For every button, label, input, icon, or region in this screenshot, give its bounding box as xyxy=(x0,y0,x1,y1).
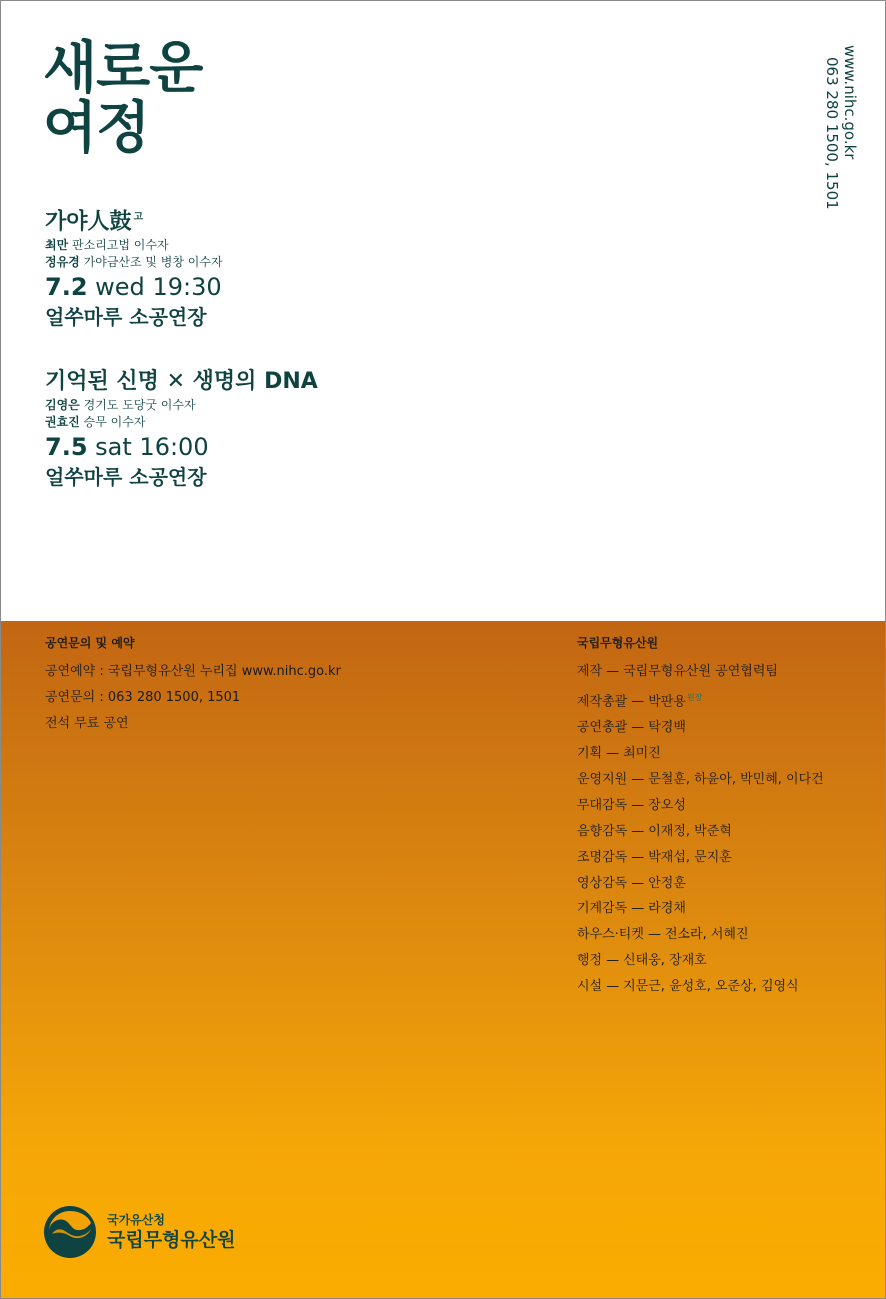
performance-date: 7.2 xyxy=(45,273,88,302)
main-title-line-2: 여정 xyxy=(43,96,150,161)
performer-desc: 승무 이수자 xyxy=(83,415,146,429)
credit-separator: — xyxy=(631,849,645,865)
credit-separator: — xyxy=(631,720,645,736)
performance-1 xyxy=(45,203,223,331)
performance-2 xyxy=(45,367,318,491)
logo xyxy=(43,1205,235,1259)
performance-title-text: 기억된 신명 ✕ 생명의 DNA xyxy=(45,369,318,394)
taeguk-emblem-icon xyxy=(43,1205,97,1259)
performer-line xyxy=(45,414,318,431)
main-title-line-1: 새로운 xyxy=(43,36,203,101)
credit-role: 영상감독 xyxy=(577,875,628,891)
performer-name: 최만 xyxy=(45,238,69,253)
logo-main: 국립무형유산원 xyxy=(107,1229,236,1251)
credit-role: 제작 xyxy=(577,664,603,679)
performer-line xyxy=(45,237,223,254)
credit-names: 박판용 xyxy=(648,694,686,710)
credit-role: 행정 xyxy=(577,953,603,969)
performance-title xyxy=(45,367,318,397)
credit-line xyxy=(577,685,824,715)
performance-time: 19:30 xyxy=(152,273,222,302)
credit-role: 운영지원 xyxy=(577,771,628,787)
credit-role: 무대감독 xyxy=(577,797,628,813)
credit-separator: — xyxy=(606,664,620,679)
credit-line xyxy=(577,715,824,741)
credits xyxy=(577,633,824,1000)
credit-line xyxy=(577,974,824,1000)
logo-sub: 국가유산청 xyxy=(107,1213,165,1227)
credit-names: 라경채 xyxy=(648,901,686,917)
vertical-contact xyxy=(823,45,859,210)
reservation-heading: 공연문의 및 예약 xyxy=(45,636,135,650)
credit-role: 시설 xyxy=(577,979,603,995)
logo-text xyxy=(107,1212,235,1252)
credit-role: 음향감독 xyxy=(577,823,628,839)
reservation-line: 공연예약 : 국립무형유산원 누리집 www.nihc.go.kr xyxy=(45,664,341,679)
performance-venue: 얼쑤마루 소공연장 xyxy=(45,465,207,489)
top-section xyxy=(1,1,885,621)
credit-separator: — xyxy=(647,927,661,943)
credit-separator: — xyxy=(631,694,645,710)
credit-role: 기계감독 xyxy=(577,901,628,917)
bottom-section xyxy=(1,621,885,1298)
credit-line xyxy=(577,659,824,685)
credit-names: 지문근, 윤성호, 오준상, 김영식 xyxy=(623,979,799,995)
performance-date: 7.5 xyxy=(45,433,88,461)
credit-line xyxy=(577,871,824,897)
credit-role: 기획 xyxy=(577,746,603,762)
credit-line xyxy=(577,922,824,948)
performer-line xyxy=(45,254,223,271)
performer-desc: 가야금산조 및 병창 이수자 xyxy=(83,255,223,270)
main-title xyxy=(43,36,203,161)
website-url: www.nihc.go.kr xyxy=(841,45,859,160)
credit-names: 문철훈, 하윤아, 박민혜, 이다건 xyxy=(648,771,824,787)
credit-line xyxy=(577,819,824,845)
reservation-info xyxy=(45,633,341,737)
credit-names: 이재정, 박준혁 xyxy=(648,823,732,839)
credit-names: 탁경백 xyxy=(648,720,686,736)
credit-separator: — xyxy=(631,901,645,917)
credit-separator: — xyxy=(606,953,620,969)
credit-list xyxy=(577,659,824,1000)
credit-separator: — xyxy=(631,823,645,839)
credit-separator: — xyxy=(631,875,645,891)
performance-title xyxy=(45,203,223,237)
credit-line xyxy=(577,845,824,871)
credit-names: 박재섭, 문지훈 xyxy=(648,849,732,865)
credit-line xyxy=(577,741,824,767)
performance-datetime xyxy=(45,433,318,461)
credit-separator: — xyxy=(631,797,645,813)
credits-heading: 국립무형유산원 xyxy=(577,636,659,650)
credit-separator: — xyxy=(606,746,620,762)
credit-role: 공연총괄 xyxy=(577,720,628,736)
credit-role: 조명감독 xyxy=(577,849,628,865)
credit-names: 최미진 xyxy=(623,746,661,762)
phone-number: 063 280 1500, 1501 xyxy=(823,57,841,210)
credit-role: 제작총괄 xyxy=(577,694,628,710)
inquiry-line: 공연문의 : 063 280 1500, 1501 xyxy=(45,690,241,705)
performance-day: sat xyxy=(95,433,132,461)
credit-names: 안정훈 xyxy=(648,875,686,891)
credit-title-suffix: 원장 xyxy=(686,692,703,702)
credit-separator: — xyxy=(631,771,645,787)
credit-names: 신태웅, 장재호 xyxy=(623,953,707,969)
free-admission-line: 전석 무료 공연 xyxy=(45,716,129,731)
performance-venue: 얼쑤마루 소공연장 xyxy=(45,305,207,330)
credit-line xyxy=(577,793,824,819)
performance-title-sup: 고 xyxy=(133,212,144,223)
performer-line xyxy=(45,397,318,414)
credit-names: 국립무형유산원 공연협력팀 xyxy=(623,664,778,679)
performance-title-text: 가야人鼓 xyxy=(45,209,132,235)
performer-name: 권효진 xyxy=(45,415,80,429)
credit-line xyxy=(577,948,824,974)
performer-name: 김영은 xyxy=(45,398,80,412)
credit-names: 전소라, 서혜진 xyxy=(664,927,749,943)
credit-separator: — xyxy=(606,979,620,995)
performer-desc: 경기도 도당굿 이수자 xyxy=(83,398,196,412)
performance-time: 16:00 xyxy=(139,433,209,461)
performer-name: 정유경 xyxy=(45,255,80,270)
performer-desc: 판소리고법 이수자 xyxy=(72,238,169,253)
credit-names: 장오성 xyxy=(648,797,686,813)
credit-role: 하우스·티켓 xyxy=(577,927,644,943)
credit-line xyxy=(577,896,824,922)
performance-datetime xyxy=(45,273,223,301)
performance-day: wed xyxy=(95,273,145,302)
credit-line xyxy=(577,767,824,793)
